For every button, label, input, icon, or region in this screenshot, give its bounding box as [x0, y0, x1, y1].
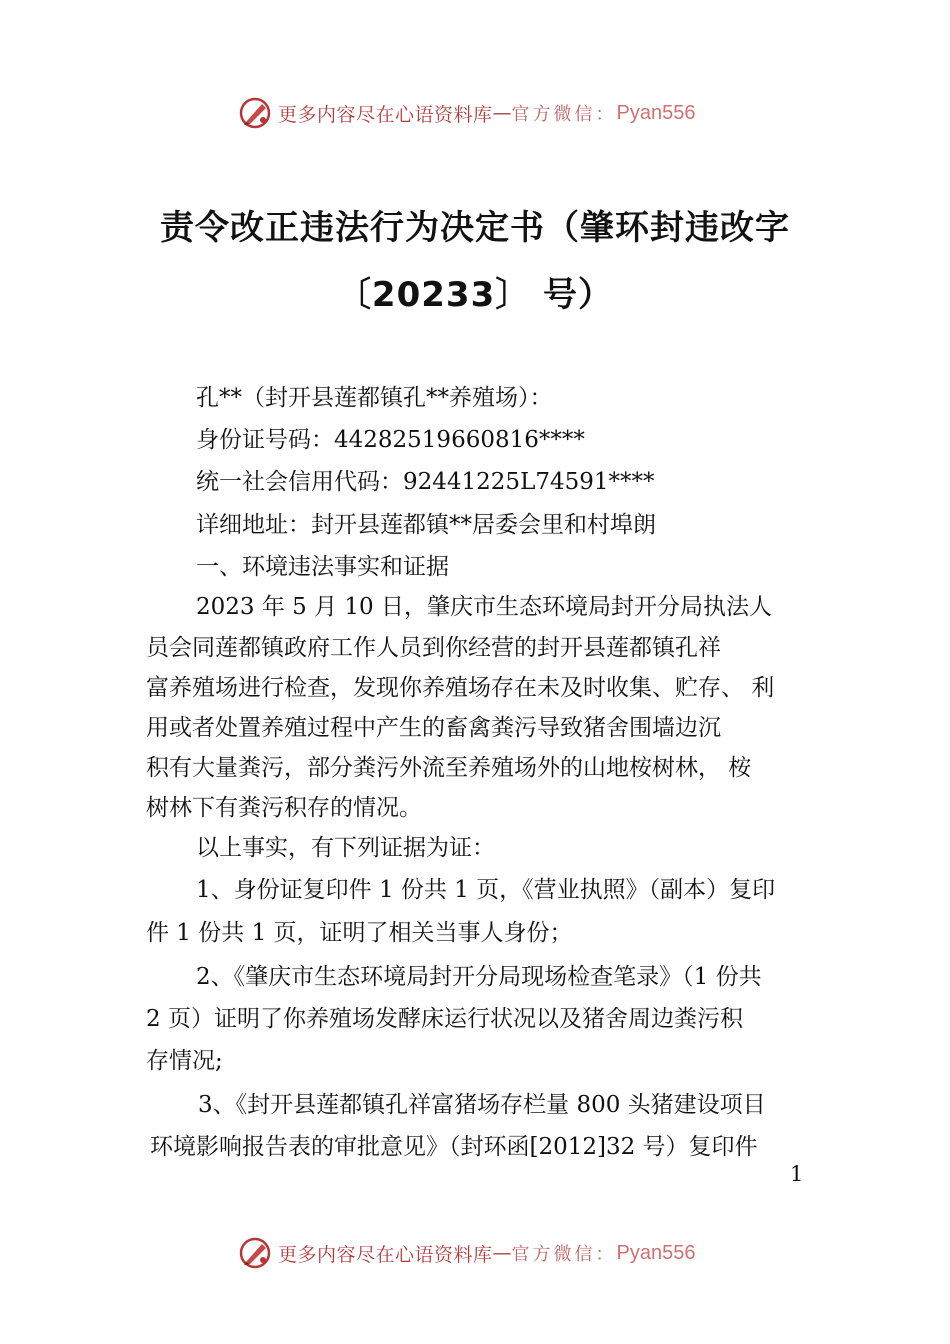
watermark-text: 更多内容尽在心语资料库 [278, 1243, 493, 1266]
document-title-line1: 责令改正违法行为决定书（肇环封违改字 [160, 208, 790, 248]
evidence-item-line: 2 页）证明了你养殖场发酵床运行状况以及猪舍周边粪污积 [146, 1006, 743, 1032]
evidence-item-line: 环境影响报告表的审批意见》（封环函[2012]32 号）复印件 [150, 1134, 758, 1160]
watermark-dash: — [492, 102, 512, 124]
paragraph-line: 积有大量粪污，部分粪污外流至养殖场外的山地桉树林， 桉 [146, 755, 752, 781]
paragraph-line: 员会同莲都镇政府工作人员到你经营的封开县莲都镇孔祥 [146, 635, 721, 661]
watermark-wechat-label: 官方微信： [511, 1244, 617, 1265]
address-line: 详细地址：封开县莲都镇**居委会里和村埠朗 [196, 512, 656, 538]
document-title-line2: 〔20233〕 号） [336, 275, 614, 315]
evidence-intro-line: 以上事实，有下列证据为证： [196, 835, 495, 861]
paragraph-line: 用或者处置养殖过程中产生的畜禽粪污导致猪舍围墙边沉 [146, 715, 721, 741]
section-heading: 一、环境违法事实和证据 [196, 554, 449, 580]
watermark-banner-top [238, 96, 695, 130]
watermark-wechat-id: Pyan556 [616, 101, 696, 124]
evidence-item-line: 1、身份证复印件 1 份共 1 页，《营业执照》（副本）复印 [196, 877, 776, 903]
pen-logo-icon [238, 1236, 272, 1270]
evidence-item-line: 件 1 份共 1 页，证明了相关当事人身份； [146, 920, 573, 946]
evidence-item-line: 2、《肇庆市生态环境局封开分局现场检查笔录》（1 份共 [196, 964, 762, 990]
watermark-text: 更多内容尽在心语资料库 [278, 103, 493, 126]
watermark-banner-bottom [238, 1236, 695, 1270]
paragraph-line: 富养殖场进行检查，发现你养殖场存在未及时收集、贮存、 利 [146, 675, 775, 701]
credit-code-line: 统一社会信用代码：92441225L74591**** [196, 469, 655, 495]
watermark-wechat-label: 官方微信： [511, 104, 617, 125]
evidence-item-line: 存情况; [146, 1048, 223, 1074]
page-number: 1 [790, 1162, 804, 1186]
watermark-wechat-id: Pyan556 [616, 1241, 696, 1264]
addressee-line: 孔**（封开县莲都镇孔**养殖场）： [196, 385, 553, 411]
paragraph-line: 树林下有粪污积存的情况。 [146, 795, 422, 821]
id-number-line: 身份证号码：44282519660816**** [196, 427, 585, 453]
evidence-item-line: 3、《封开县莲都镇孔祥富猪场存栏量 800 头猪建设项目 [198, 1092, 766, 1118]
watermark-dash: — [492, 1242, 512, 1264]
pen-logo-icon [238, 96, 272, 130]
paragraph-line: 2023 年 5 月 10 日，肇庆市生态环境局封开分局执法人 [196, 594, 772, 620]
